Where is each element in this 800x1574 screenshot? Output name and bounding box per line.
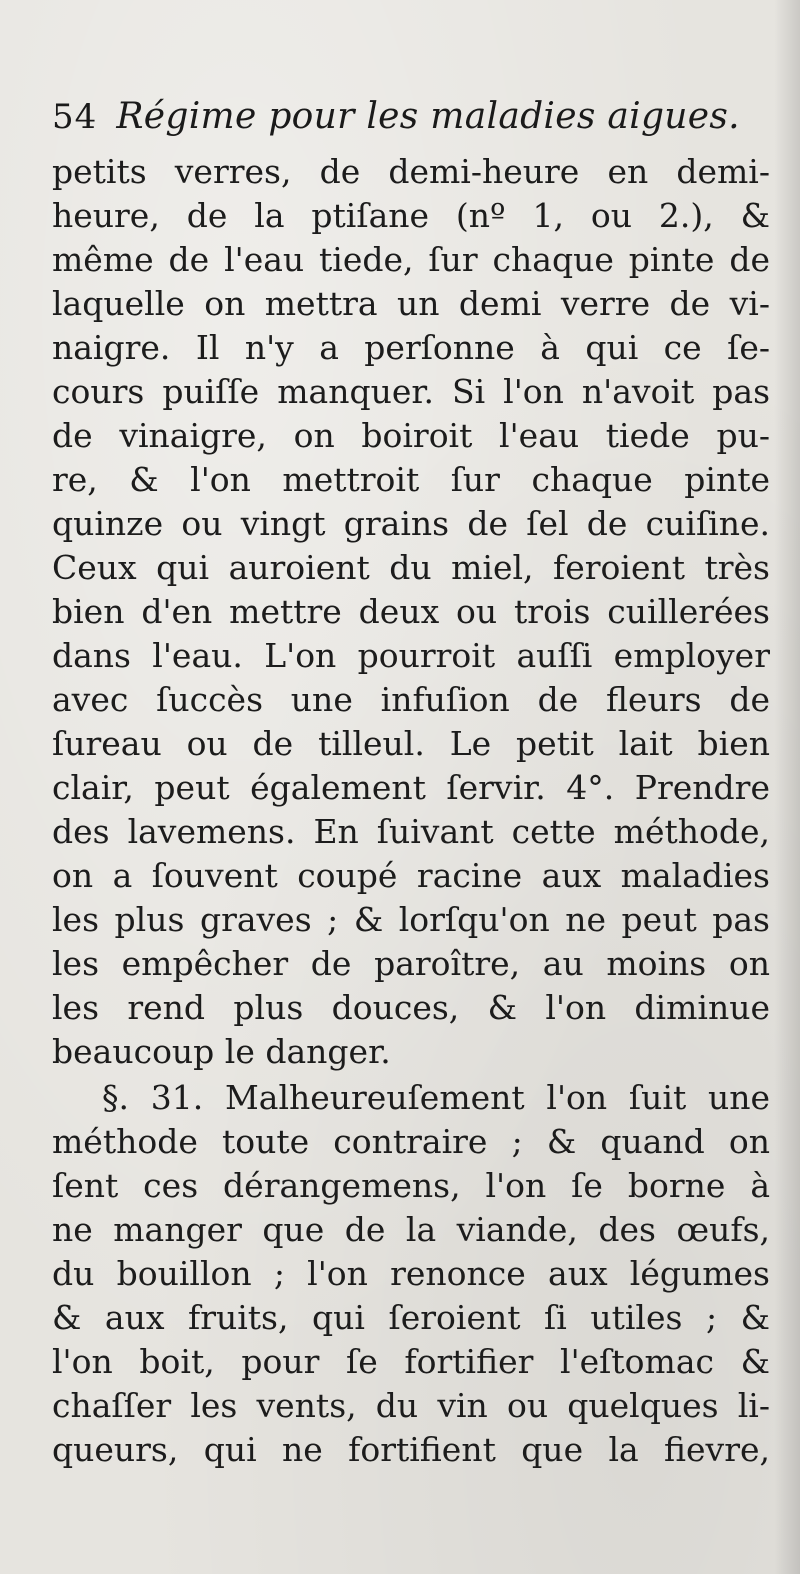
text-line: de vinaigre, on boiroit l'eau tiede pu- [52, 416, 770, 455]
text-line: petits verres, de demi-heure en demi- [52, 152, 770, 191]
text-line: ſureau ou de tilleul. Le petit lait bien [52, 724, 770, 763]
text-line: on a ſouvent coupé racine aux maladies [52, 856, 770, 895]
text-line: les plus graves ; & lorſqu'on ne peut pas [52, 900, 770, 939]
text-line: les empêcher de paroître, au moins on [52, 944, 770, 983]
text-line: & aux fruits, qui ſeroient ſi utiles ; & [52, 1298, 770, 1337]
text-line: ne manger que de la viande, des œufs, [52, 1210, 770, 1249]
text-line: bien d'en mettre deux ou trois cuillerées [52, 592, 770, 631]
text-line: laquelle on mettra un demi verre de vi- [52, 284, 770, 323]
text-line: re, & l'on mettroit ſur chaque pinte [52, 460, 770, 499]
text-line: ſent ces dérangemens, l'on ſe borne à [52, 1166, 770, 1205]
text-line: méthode toute contraire ; & quand on [52, 1122, 770, 1161]
text-line: clair, peut également ſervir. 4°. Prendre [52, 768, 770, 807]
text-line: heure, de la ptiſane (nº 1, ou 2.), & [52, 196, 770, 235]
text-line: même de l'eau tiede, ſur chaque pinte de [52, 240, 770, 279]
text-line: les rend plus douces, & l'on diminue [52, 988, 770, 1027]
text-line: chaſſer les vents, du vin ou quelques li- [52, 1386, 770, 1425]
page-number: 54 [52, 97, 98, 137]
text-line: l'on boit, pour ſe fortifier l'eſtomac & [52, 1342, 770, 1381]
text-line: naigre. Il n'y a perſonne à qui ce ſe- [52, 328, 770, 367]
running-title: Régime pour les maladies aigues. [116, 96, 740, 137]
body-text [52, 150, 770, 1472]
text-line: cours puiſſe manquer. Si l'on n'avoit pas [52, 372, 770, 411]
text-line: queurs, qui ne fortifient que la fievre, [52, 1430, 770, 1469]
text-line: dans l'eau. L'on pourroit auſſi employer [52, 636, 770, 675]
text-line: avec ſuccès une infuſion de fleurs de [52, 680, 770, 719]
text-line: Ceux qui auroient du miel, feroient très [52, 548, 770, 587]
page-edge-shadow [774, 0, 800, 1574]
section-31-first-line: §. 31. Malheureuſement l'on ſuit une [102, 1078, 770, 1117]
text-line: des lavemens. En ſuivant cette méthode, [52, 812, 770, 851]
paragraph-end-line: beaucoup le danger. [52, 1032, 391, 1071]
text-line: quinze ou vingt grains de ſel de cuiſine. [52, 504, 770, 543]
text-line: du bouillon ; l'on renonce aux légumes [52, 1254, 770, 1293]
running-head [52, 96, 772, 148]
